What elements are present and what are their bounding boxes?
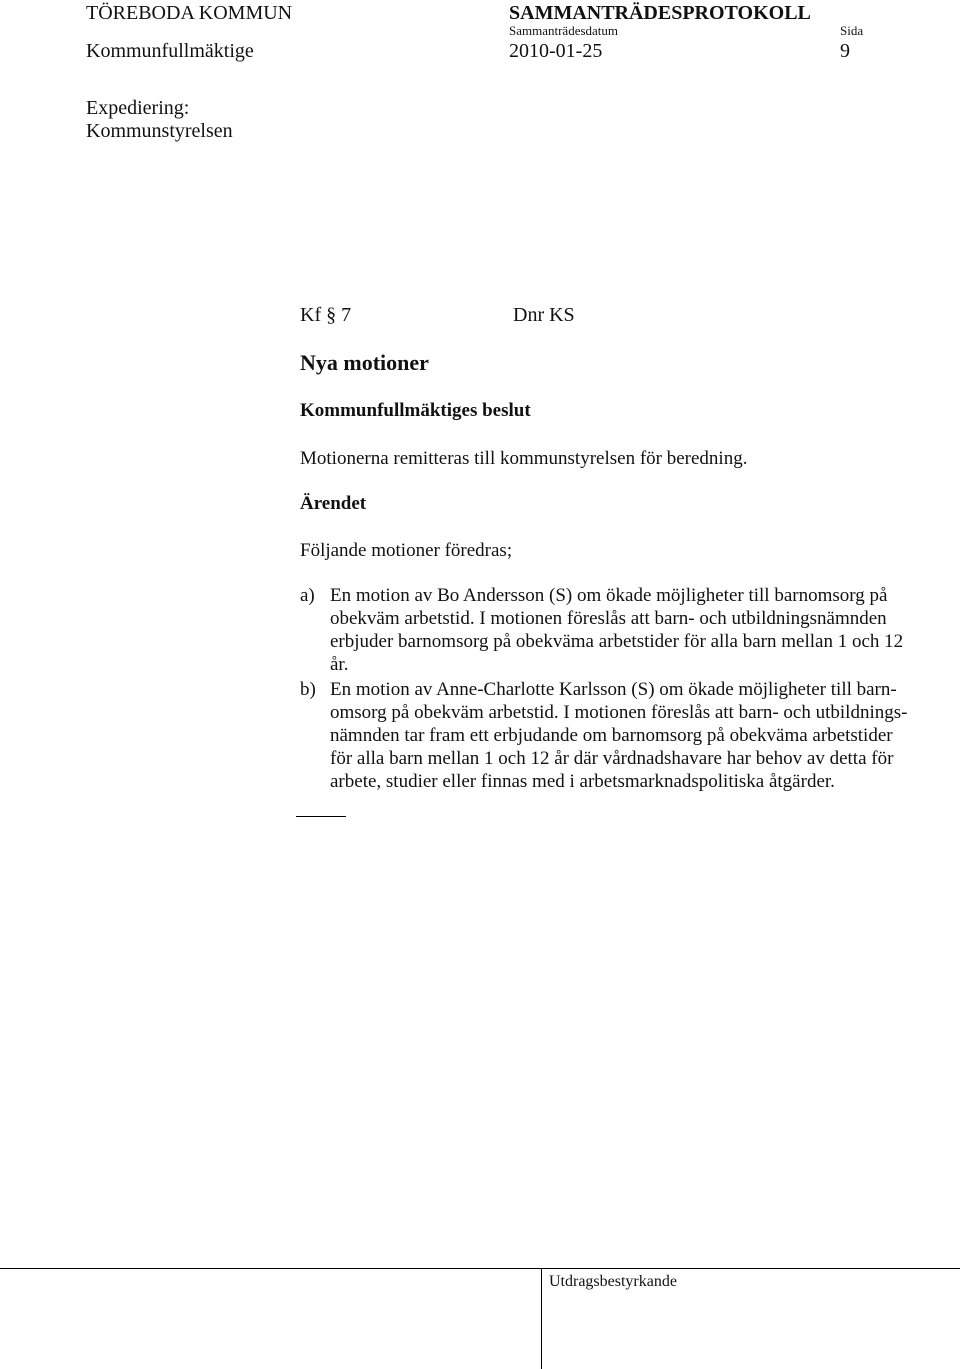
item-line: obekväm arbetstid. I motionen föreslås att barn- och utbildningsnämnden <box>330 608 887 629</box>
section-end-rule <box>296 816 346 817</box>
footer-rule <box>0 1268 960 1269</box>
item-line: för alla barn mellan 1 och 12 år där vårdnadshavare har behov av detta för <box>330 748 894 769</box>
page-label: Sida <box>840 23 864 38</box>
date-label: Sammanträdesdatum <box>509 23 619 38</box>
item-line: erbjuder barnomsorg på obekväma arbetstider för alla barn mellan 1 och 12 <box>330 631 904 652</box>
item-line: omsorg på obekväm arbetstid. I motionen föreslås att barn- och utbildnings- <box>330 702 908 723</box>
item-line: En motion av Anne-Charlotte Karlsson (S) om ökade möjligheter till barn- <box>330 679 897 700</box>
certification-label: Utdragsbestyrkande <box>549 1273 677 1290</box>
doc-type: SAMMANTRÄDESPROTOKOLL <box>509 2 811 24</box>
case-title: Nya motioner <box>300 350 429 375</box>
expediering-recipient: Kommunstyrelsen <box>86 120 233 142</box>
paragraph-number: Kf § 7 <box>300 304 352 326</box>
dnr: Dnr KS <box>513 304 575 326</box>
item-line: En motion av Bo Andersson (S) om ökade möjligheter till barnomsorg på <box>330 585 888 606</box>
item-marker: a) <box>300 585 315 606</box>
item-line: år. <box>330 654 349 675</box>
item-text <box>330 678 945 793</box>
item-line: arbete, studier eller finnas med i arbetsmarknadspolitiska åtgärder. <box>330 771 835 792</box>
meeting-date: 2010-01-25 <box>509 40 603 62</box>
page-number: 9 <box>840 40 850 62</box>
matter-intro: Följande motioner föredras; <box>300 540 513 561</box>
decision-text: Motionerna remitteras till kommunstyrelsen för beredning. <box>300 448 748 469</box>
expediering-label: Expediering: <box>86 97 190 119</box>
org-name: TÖREBODA KOMMUN <box>86 2 293 24</box>
item-marker: b) <box>300 679 316 700</box>
item-text <box>330 584 945 676</box>
decision-heading: Kommunfullmäktiges beslut <box>300 400 531 421</box>
body-name: Kommunfullmäktige <box>86 40 254 62</box>
matter-heading: Ärendet <box>300 493 367 514</box>
footer-divider <box>541 1268 542 1369</box>
item-line: nämnden tar fram ett erbjudande om barnomsorg på obekväma arbetstider <box>330 725 893 746</box>
